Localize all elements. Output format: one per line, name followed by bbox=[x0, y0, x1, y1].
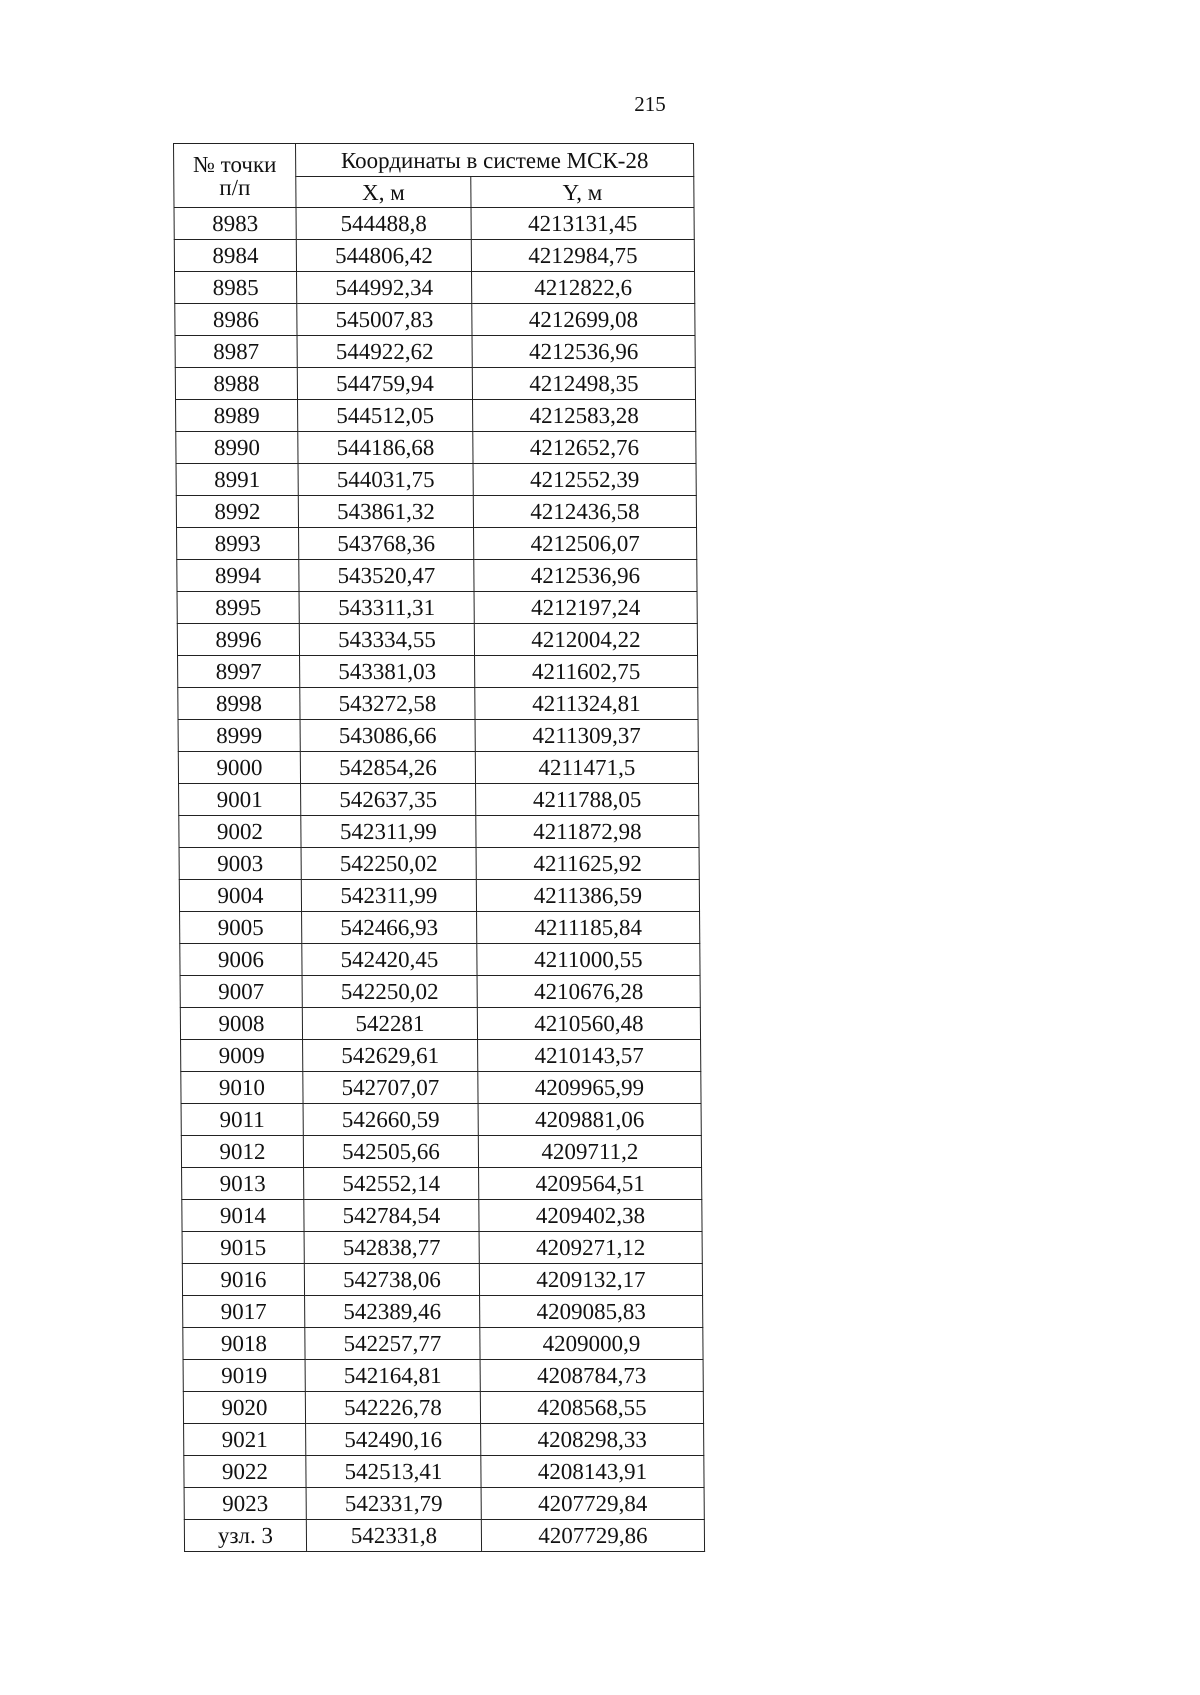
y-coordinate-cell: 4208143,91 bbox=[481, 1456, 704, 1488]
table-row bbox=[179, 816, 699, 848]
x-coordinate-cell: 542257,77 bbox=[305, 1328, 480, 1360]
table-row bbox=[177, 592, 697, 624]
x-coordinate-cell: 542226,78 bbox=[305, 1392, 480, 1424]
x-coordinate-cell: 542250,02 bbox=[301, 848, 476, 880]
table-row bbox=[179, 880, 699, 912]
x-coordinate-cell: 542250,02 bbox=[302, 976, 477, 1008]
point-number-cell: 9000 bbox=[178, 752, 300, 784]
table-row bbox=[181, 1104, 701, 1136]
coordinates-table bbox=[173, 143, 705, 1552]
y-coordinate-cell: 4212652,76 bbox=[473, 432, 696, 464]
y-coordinate-cell: 4209402,38 bbox=[479, 1200, 702, 1232]
x-coordinate-cell: 544806,42 bbox=[296, 240, 471, 272]
x-coordinate-cell: 543272,58 bbox=[300, 688, 475, 720]
x-coordinate-cell: 542331,79 bbox=[306, 1488, 481, 1520]
table-row bbox=[178, 656, 698, 688]
x-coordinate-cell: 542854,26 bbox=[300, 752, 475, 784]
y-coordinate-cell: 4211000,55 bbox=[477, 944, 700, 976]
y-coordinate-cell: 4210676,28 bbox=[477, 976, 700, 1008]
y-coordinate-cell: 4208298,33 bbox=[481, 1424, 704, 1456]
table-row bbox=[182, 1232, 702, 1264]
x-coordinate-cell: 542629,61 bbox=[303, 1040, 478, 1072]
x-coordinate-cell: 542838,77 bbox=[304, 1232, 479, 1264]
x-coordinate-cell: 542466,93 bbox=[302, 912, 477, 944]
x-coordinate-cell: 543520,47 bbox=[299, 560, 474, 592]
y-coordinate-cell: 4212536,96 bbox=[472, 336, 695, 368]
point-number-header-line2: п/п bbox=[219, 174, 251, 200]
table-row bbox=[184, 1456, 704, 1488]
table-header bbox=[174, 144, 695, 208]
point-number-header-line1: № точки bbox=[192, 151, 277, 177]
x-coordinate-cell: 542784,54 bbox=[304, 1200, 479, 1232]
y-coordinate-cell: 4207729,86 bbox=[481, 1520, 704, 1552]
table-row bbox=[183, 1392, 703, 1424]
y-coordinate-cell: 4212436,58 bbox=[473, 496, 696, 528]
y-coordinate-cell: 4210143,57 bbox=[478, 1040, 701, 1072]
point-number-cell: 9015 bbox=[182, 1232, 304, 1264]
table-row bbox=[174, 240, 694, 272]
table-row bbox=[179, 848, 699, 880]
point-number-cell: 8993 bbox=[177, 528, 299, 560]
table-row bbox=[182, 1200, 702, 1232]
table-row bbox=[182, 1264, 702, 1296]
table-row bbox=[175, 304, 695, 336]
x-coordinate-cell: 542281 bbox=[302, 1008, 477, 1040]
y-coordinate-cell: 4210560,48 bbox=[477, 1008, 700, 1040]
y-coordinate-cell: 4208784,73 bbox=[480, 1360, 703, 1392]
table-row bbox=[177, 528, 697, 560]
y-coordinate-cell: 4212583,28 bbox=[473, 400, 696, 432]
y-coordinate-cell: 4211788,05 bbox=[476, 784, 699, 816]
y-coordinate-cell: 4212984,75 bbox=[471, 240, 694, 272]
table-row bbox=[181, 1072, 701, 1104]
table-row bbox=[182, 1168, 702, 1200]
table-row bbox=[178, 720, 698, 752]
y-coordinate-cell: 4212498,35 bbox=[472, 368, 695, 400]
x-coordinate-cell: 544992,34 bbox=[297, 272, 472, 304]
x-coordinate-cell: 544186,68 bbox=[298, 432, 473, 464]
x-coordinate-cell: 543311,31 bbox=[299, 592, 474, 624]
y-coordinate-cell: 4211309,37 bbox=[475, 720, 698, 752]
table-row bbox=[180, 912, 700, 944]
table-row bbox=[183, 1360, 703, 1392]
x-coordinate-cell: 544488,8 bbox=[296, 208, 471, 240]
point-number-cell: 9006 bbox=[180, 944, 302, 976]
table-row bbox=[176, 464, 696, 496]
table-row bbox=[178, 752, 698, 784]
x-coordinate-cell: 542660,59 bbox=[303, 1104, 478, 1136]
x-coordinate-cell: 542331,8 bbox=[306, 1520, 481, 1552]
y-coordinate-cell: 4211386,59 bbox=[476, 880, 699, 912]
y-coordinate-cell: 4212699,08 bbox=[472, 304, 695, 336]
table-row bbox=[175, 368, 695, 400]
x-coordinate-cell: 542552,14 bbox=[304, 1168, 479, 1200]
point-number-cell: 9016 bbox=[182, 1264, 304, 1296]
point-number-header bbox=[174, 144, 297, 208]
point-number-cell: 8986 bbox=[175, 304, 297, 336]
point-number-cell: 9001 bbox=[179, 784, 301, 816]
point-number-cell: 8990 bbox=[176, 432, 298, 464]
point-number-cell: 9009 bbox=[181, 1040, 303, 1072]
table-row bbox=[181, 1136, 701, 1168]
point-number-cell: 8995 bbox=[177, 592, 299, 624]
table-row bbox=[176, 496, 696, 528]
y-coordinate-cell: 4212536,96 bbox=[474, 560, 697, 592]
y-coordinate-cell: 4209711,2 bbox=[478, 1136, 701, 1168]
y-coordinate-cell: 4209564,51 bbox=[479, 1168, 702, 1200]
point-number-cell: 9020 bbox=[183, 1392, 305, 1424]
table-row bbox=[184, 1424, 704, 1456]
table-body bbox=[174, 208, 705, 1552]
point-number-cell: 8991 bbox=[176, 464, 298, 496]
point-number-cell: 8998 bbox=[178, 688, 300, 720]
x-coordinate-cell: 542637,35 bbox=[301, 784, 476, 816]
coordinate-system-header: Координаты в системе МСК-28 bbox=[296, 144, 694, 177]
table-row bbox=[183, 1296, 703, 1328]
point-number-cell: 9007 bbox=[180, 976, 302, 1008]
point-number-cell: 9005 bbox=[180, 912, 302, 944]
point-number-cell: 8984 bbox=[174, 240, 296, 272]
y-coordinate-cell: 4208568,55 bbox=[480, 1392, 703, 1424]
page-number: 215 bbox=[634, 92, 666, 116]
point-number-cell: 8987 bbox=[175, 336, 297, 368]
point-number-cell: 8989 bbox=[176, 400, 298, 432]
point-number-cell: 8988 bbox=[175, 368, 297, 400]
x-coordinate-cell: 544759,94 bbox=[297, 368, 472, 400]
y-coordinate-cell: 4209965,99 bbox=[478, 1072, 701, 1104]
point-number-cell: 9021 bbox=[184, 1424, 306, 1456]
x-coordinate-cell: 543381,03 bbox=[300, 656, 475, 688]
x-coordinate-cell: 543768,36 bbox=[299, 528, 474, 560]
point-number-cell: 8997 bbox=[178, 656, 300, 688]
table-row bbox=[183, 1328, 703, 1360]
table-row bbox=[176, 432, 696, 464]
y-coordinate-cell: 4207729,84 bbox=[481, 1488, 704, 1520]
x-coordinate-cell: 542738,06 bbox=[304, 1264, 479, 1296]
point-number-cell: 8999 bbox=[178, 720, 300, 752]
point-number-cell: 9017 bbox=[183, 1296, 305, 1328]
y-coordinate-cell: 4212552,39 bbox=[473, 464, 696, 496]
table-row bbox=[181, 1040, 701, 1072]
table-row bbox=[184, 1488, 704, 1520]
x-coordinate-cell: 544512,05 bbox=[298, 400, 473, 432]
table-row bbox=[184, 1520, 704, 1552]
point-number-cell: 8992 bbox=[176, 496, 298, 528]
x-coordinate-cell: 542389,46 bbox=[305, 1296, 480, 1328]
y-coordinate-cell: 4209271,12 bbox=[479, 1232, 702, 1264]
table-row bbox=[180, 1008, 700, 1040]
table-row bbox=[180, 976, 700, 1008]
x-coordinate-cell: 542420,45 bbox=[302, 944, 477, 976]
x-coordinate-cell: 542513,41 bbox=[306, 1456, 481, 1488]
table-row bbox=[180, 944, 700, 976]
x-coordinate-cell: 542707,07 bbox=[303, 1072, 478, 1104]
table-row bbox=[179, 784, 699, 816]
y-coordinate-cell: 4209881,06 bbox=[478, 1104, 701, 1136]
point-number-cell: 9003 bbox=[179, 848, 301, 880]
x-coordinate-cell: 544922,62 bbox=[297, 336, 472, 368]
y-coordinate-cell: 4212506,07 bbox=[474, 528, 697, 560]
point-number-cell: 9013 bbox=[182, 1168, 304, 1200]
x-coordinate-cell: 542490,16 bbox=[306, 1424, 481, 1456]
point-number-cell: 8985 bbox=[175, 272, 297, 304]
point-number-cell: 8983 bbox=[174, 208, 296, 240]
table-row bbox=[175, 272, 695, 304]
y-coordinate-cell: 4212004,22 bbox=[474, 624, 697, 656]
point-number-cell: 9012 bbox=[181, 1136, 303, 1168]
x-coordinate-cell: 543334,55 bbox=[299, 624, 474, 656]
y-coordinate-cell: 4212197,24 bbox=[474, 592, 697, 624]
y-coordinate-cell: 4211625,92 bbox=[476, 848, 699, 880]
x-coordinate-cell: 542505,66 bbox=[303, 1136, 478, 1168]
y-coordinate-cell: 4211872,98 bbox=[476, 816, 699, 848]
table-row bbox=[178, 688, 698, 720]
y-coordinate-cell: 4211324,81 bbox=[475, 688, 698, 720]
y-coordinate-cell: 4209132,17 bbox=[479, 1264, 702, 1296]
point-number-cell: 8996 bbox=[177, 624, 299, 656]
y-coordinate-cell: 4211471,5 bbox=[475, 752, 698, 784]
x-coordinate-cell: 544031,75 bbox=[298, 464, 473, 496]
y-coordinate-cell: 4212822,6 bbox=[472, 272, 695, 304]
x-coordinate-cell: 543086,66 bbox=[300, 720, 475, 752]
y-coordinate-cell: 4211185,84 bbox=[477, 912, 700, 944]
x-coordinate-cell: 542311,99 bbox=[301, 880, 476, 912]
x-column-header: X, м bbox=[296, 177, 471, 208]
point-number-cell: 9019 bbox=[183, 1360, 305, 1392]
y-column-header: Y, м bbox=[471, 177, 694, 208]
point-number-cell: 9011 bbox=[181, 1104, 303, 1136]
point-number-cell: 9022 bbox=[184, 1456, 306, 1488]
y-coordinate-cell: 4211602,75 bbox=[475, 656, 698, 688]
x-coordinate-cell: 542311,99 bbox=[301, 816, 476, 848]
table-row bbox=[174, 208, 694, 240]
point-number-cell: 9004 bbox=[179, 880, 301, 912]
table-row bbox=[177, 624, 697, 656]
point-number-cell: 9018 bbox=[183, 1328, 305, 1360]
table-row bbox=[175, 336, 695, 368]
table-row bbox=[176, 400, 696, 432]
point-number-cell: 9010 bbox=[181, 1072, 303, 1104]
x-coordinate-cell: 545007,83 bbox=[297, 304, 472, 336]
point-number-cell: 9008 bbox=[180, 1008, 302, 1040]
table-row bbox=[177, 560, 697, 592]
point-number-cell: 9023 bbox=[184, 1488, 306, 1520]
y-coordinate-cell: 4209000,9 bbox=[480, 1328, 703, 1360]
point-number-cell: 9002 bbox=[179, 816, 301, 848]
y-coordinate-cell: 4213131,45 bbox=[471, 208, 694, 240]
x-coordinate-cell: 542164,81 bbox=[305, 1360, 480, 1392]
point-number-cell: 8994 bbox=[177, 560, 299, 592]
y-coordinate-cell: 4209085,83 bbox=[480, 1296, 703, 1328]
point-number-cell: 9014 bbox=[182, 1200, 304, 1232]
x-coordinate-cell: 543861,32 bbox=[298, 496, 473, 528]
point-number-cell: узл. 3 bbox=[184, 1520, 306, 1552]
